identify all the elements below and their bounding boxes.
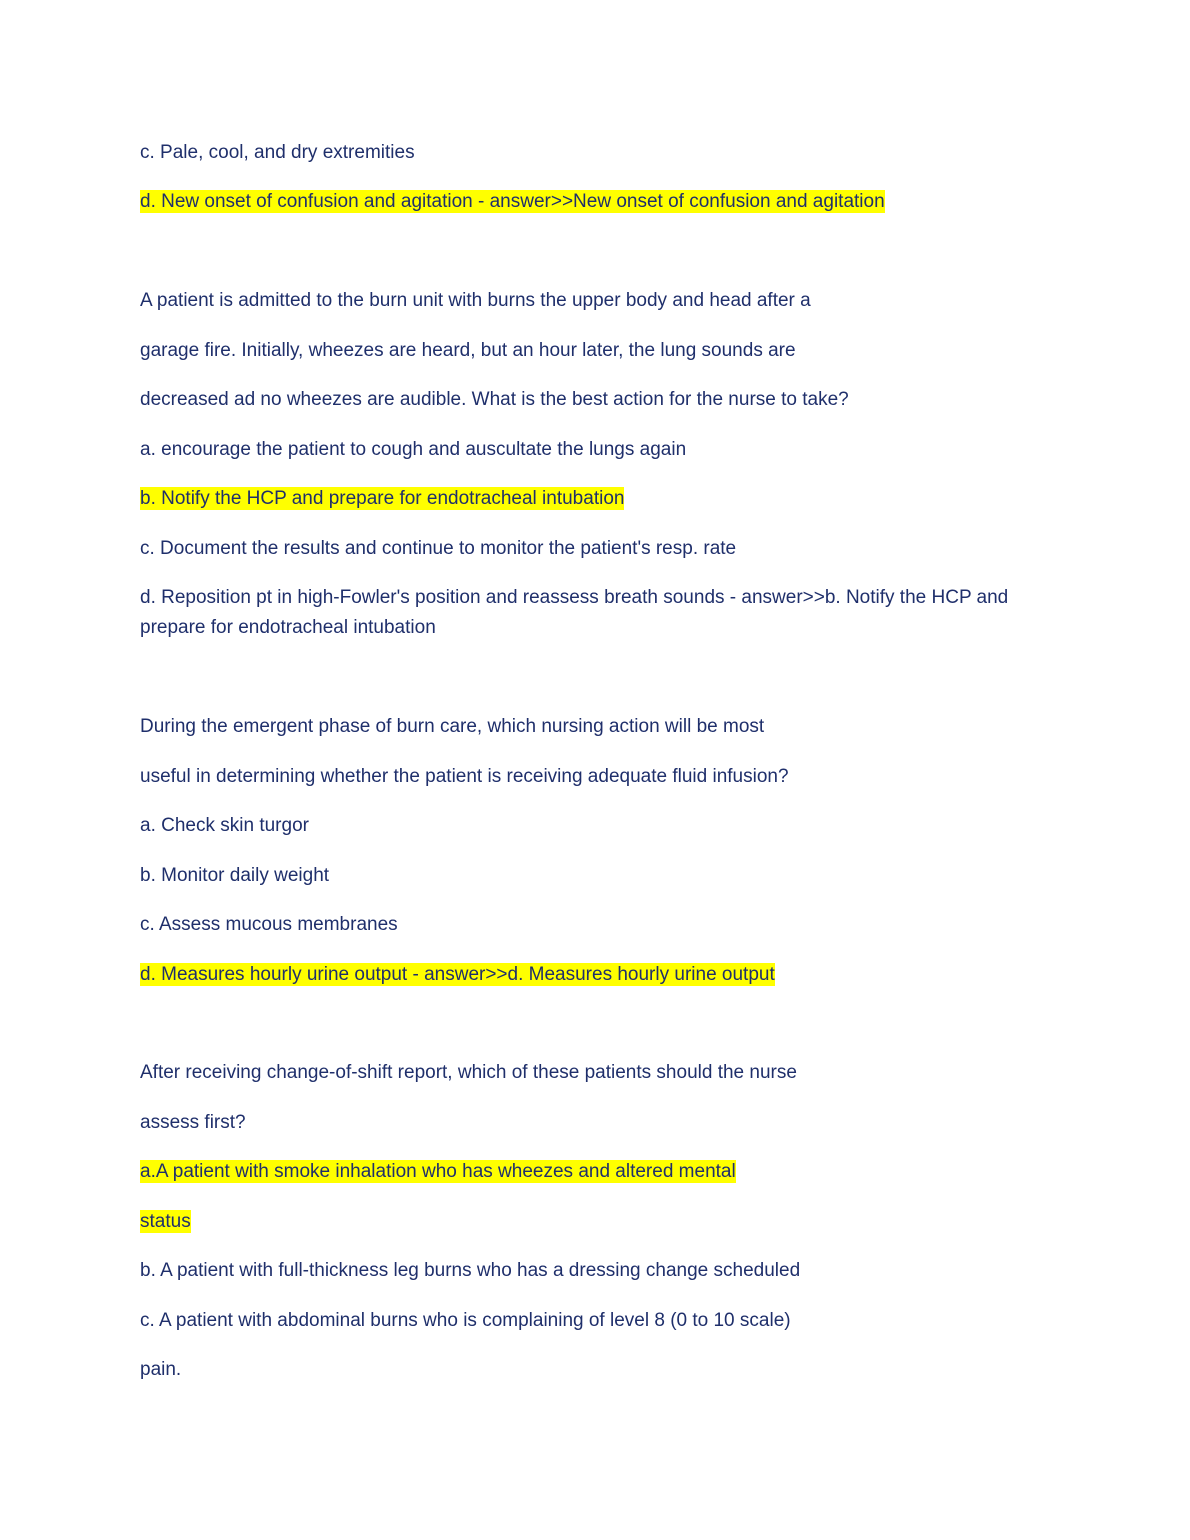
option-line: pain. [140,1359,182,1380]
option-line: c. A patient with abdominal burns who is complaining of level 8 (0 to 10 scale) [140,1310,791,1331]
question-line: During the emergent phase of burn care, which nursing action will be most [140,716,765,737]
highlighted-answer-line: d. New onset of confusion and agitation - answer>>New onset of confusion and agitation [140,191,885,212]
option-line: a. encourage the patient to cough and auscultate the lungs again [140,439,687,460]
option-line: d. Reposition pt in high-Fowler's position and reassess breath sounds - answer>>b. Notify the HCP and prepare for endotracheal intubation [140,587,1009,638]
option-line: a. Check skin turgor [140,815,309,836]
option-line: b. Monitor daily weight [140,865,330,886]
question-line: After receiving change-of-shift report, which of these patients should the nurse [140,1062,797,1083]
text-line: c. Pale, cool, and dry extremities [140,142,415,163]
highlighted-answer-line: status [140,1211,191,1232]
question-line: assess first? [140,1112,246,1133]
question-line: A patient is admitted to the burn unit with burns the upper body and head after a [140,290,811,311]
option-line: c. Document the results and continue to monitor the patient's resp. rate [140,538,737,559]
highlighted-answer-line: d. Measures hourly urine output - answer>>d. Measures hourly urine output [140,964,775,985]
question-line: garage fire. Initially, wheezes are heard, but an hour later, the lung sounds are [140,340,796,361]
question-line: decreased ad no wheezes are audible. What is the best action for the nurse to take? [140,389,849,410]
highlighted-answer-line: b. Notify the HCP and prepare for endotracheal intubation [140,488,625,509]
option-line: b. A patient with full-thickness leg burns who has a dressing change scheduled [140,1260,801,1281]
question-line: useful in determining whether the patient is receiving adequate fluid infusion? [140,766,789,787]
highlighted-answer-line: a.A patient with smoke inhalation who has wheezes and altered mental [140,1161,736,1182]
option-line: c. Assess mucous membranes [140,914,398,935]
